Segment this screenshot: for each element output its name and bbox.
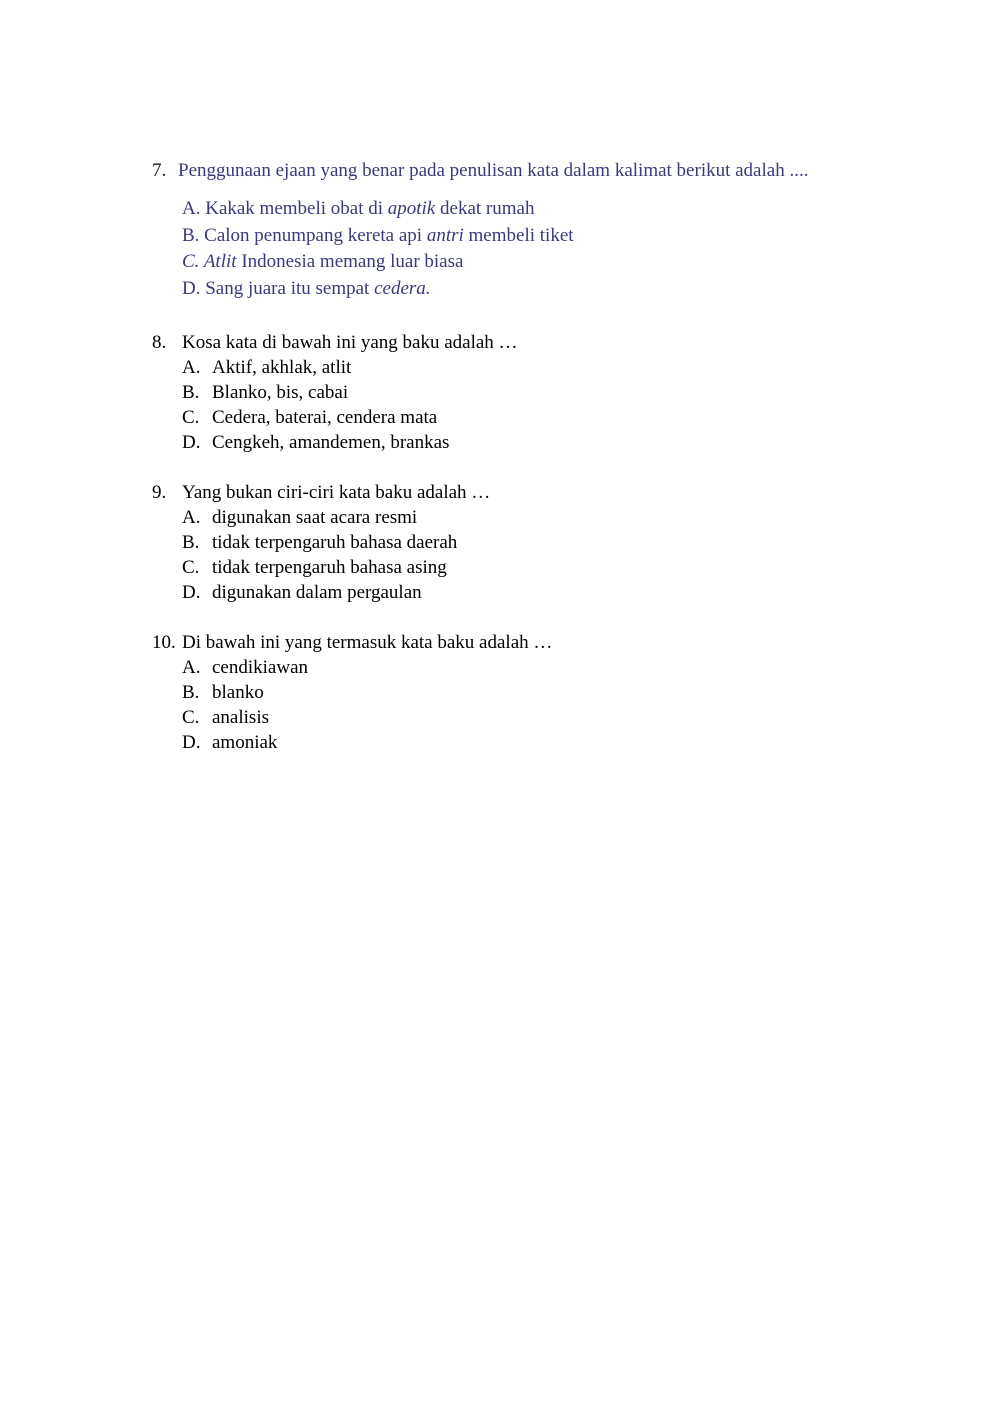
option-letter: D. bbox=[182, 732, 201, 753]
option-b[interactable] bbox=[182, 532, 457, 554]
option-text: B. Calon penumpang kereta api bbox=[182, 225, 427, 246]
option-b[interactable] bbox=[182, 382, 348, 404]
option-letter: D. bbox=[182, 432, 201, 453]
option-letter: C. bbox=[182, 557, 200, 578]
option-text: dekat rumah bbox=[435, 198, 535, 219]
option-letter: C. bbox=[182, 407, 200, 428]
option-text: Cengkeh, amandemen, brankas bbox=[212, 432, 450, 453]
option-text: D. Sang juara itu sempat bbox=[182, 278, 375, 299]
option-text: tidak terpengaruh bahasa asing bbox=[212, 557, 447, 578]
option-c[interactable] bbox=[182, 707, 269, 729]
option-italic-word: antri bbox=[426, 225, 464, 246]
question-number: 10. bbox=[152, 632, 176, 653]
option-letter: D. bbox=[182, 582, 201, 603]
option-text: blanko bbox=[212, 682, 264, 703]
option-a[interactable] bbox=[182, 507, 417, 529]
question-stem: Penggunaan ejaan yang benar pada penulisan kata dalam kalimat berikut adalah .... bbox=[178, 160, 809, 181]
option-text: Indonesia memang luar biasa bbox=[236, 251, 464, 272]
option-c[interactable] bbox=[182, 407, 437, 429]
option-text: digunakan dalam pergaulan bbox=[212, 582, 422, 603]
option-letter: B. bbox=[182, 532, 200, 553]
option-d[interactable] bbox=[182, 732, 277, 754]
option-letter: A. bbox=[182, 507, 201, 528]
option-text: cendikiawan bbox=[212, 657, 309, 678]
option-d[interactable] bbox=[182, 582, 422, 604]
option-text: amoniak bbox=[212, 732, 278, 753]
option-d[interactable] bbox=[182, 432, 449, 454]
option-letter: B. bbox=[182, 382, 200, 403]
option-text: Cedera, baterai, cendera mata bbox=[212, 407, 438, 428]
option-italic-word: cedera. bbox=[374, 278, 431, 299]
question-stem: Yang bukan ciri-ciri kata baku adalah … bbox=[182, 482, 491, 503]
option-a[interactable] bbox=[182, 657, 308, 679]
option-italic-word: C. Atlit bbox=[182, 251, 237, 272]
option-text: A. Kakak membeli obat di bbox=[182, 198, 388, 219]
option-text: tidak terpengaruh bahasa daerah bbox=[212, 532, 458, 553]
option-a[interactable] bbox=[182, 198, 534, 220]
option-text: Aktif, akhlak, atlit bbox=[212, 357, 352, 378]
option-text: digunakan saat acara resmi bbox=[212, 507, 418, 528]
option-text: analisis bbox=[212, 707, 269, 728]
option-b[interactable] bbox=[182, 225, 574, 247]
option-text: membeli tiket bbox=[463, 225, 574, 246]
option-d[interactable] bbox=[182, 278, 431, 300]
option-letter: A. bbox=[182, 357, 201, 378]
option-a[interactable] bbox=[182, 357, 351, 379]
option-text: Blanko, bis, cabai bbox=[212, 382, 349, 403]
option-letter: C. bbox=[182, 707, 200, 728]
option-italic-word: apotik bbox=[387, 198, 436, 219]
option-letter: A. bbox=[182, 657, 201, 678]
option-b[interactable] bbox=[182, 682, 264, 704]
option-c[interactable] bbox=[182, 557, 447, 579]
option-letter: B. bbox=[182, 682, 200, 703]
option-c[interactable] bbox=[182, 251, 463, 273]
question-number: 7. bbox=[152, 160, 167, 181]
question-stem: Kosa kata di bawah ini yang baku adalah … bbox=[182, 332, 518, 353]
question-number: 8. bbox=[152, 332, 167, 353]
question-number: 9. bbox=[152, 482, 167, 503]
question-stem: Di bawah ini yang termasuk kata baku adalah … bbox=[182, 632, 553, 653]
